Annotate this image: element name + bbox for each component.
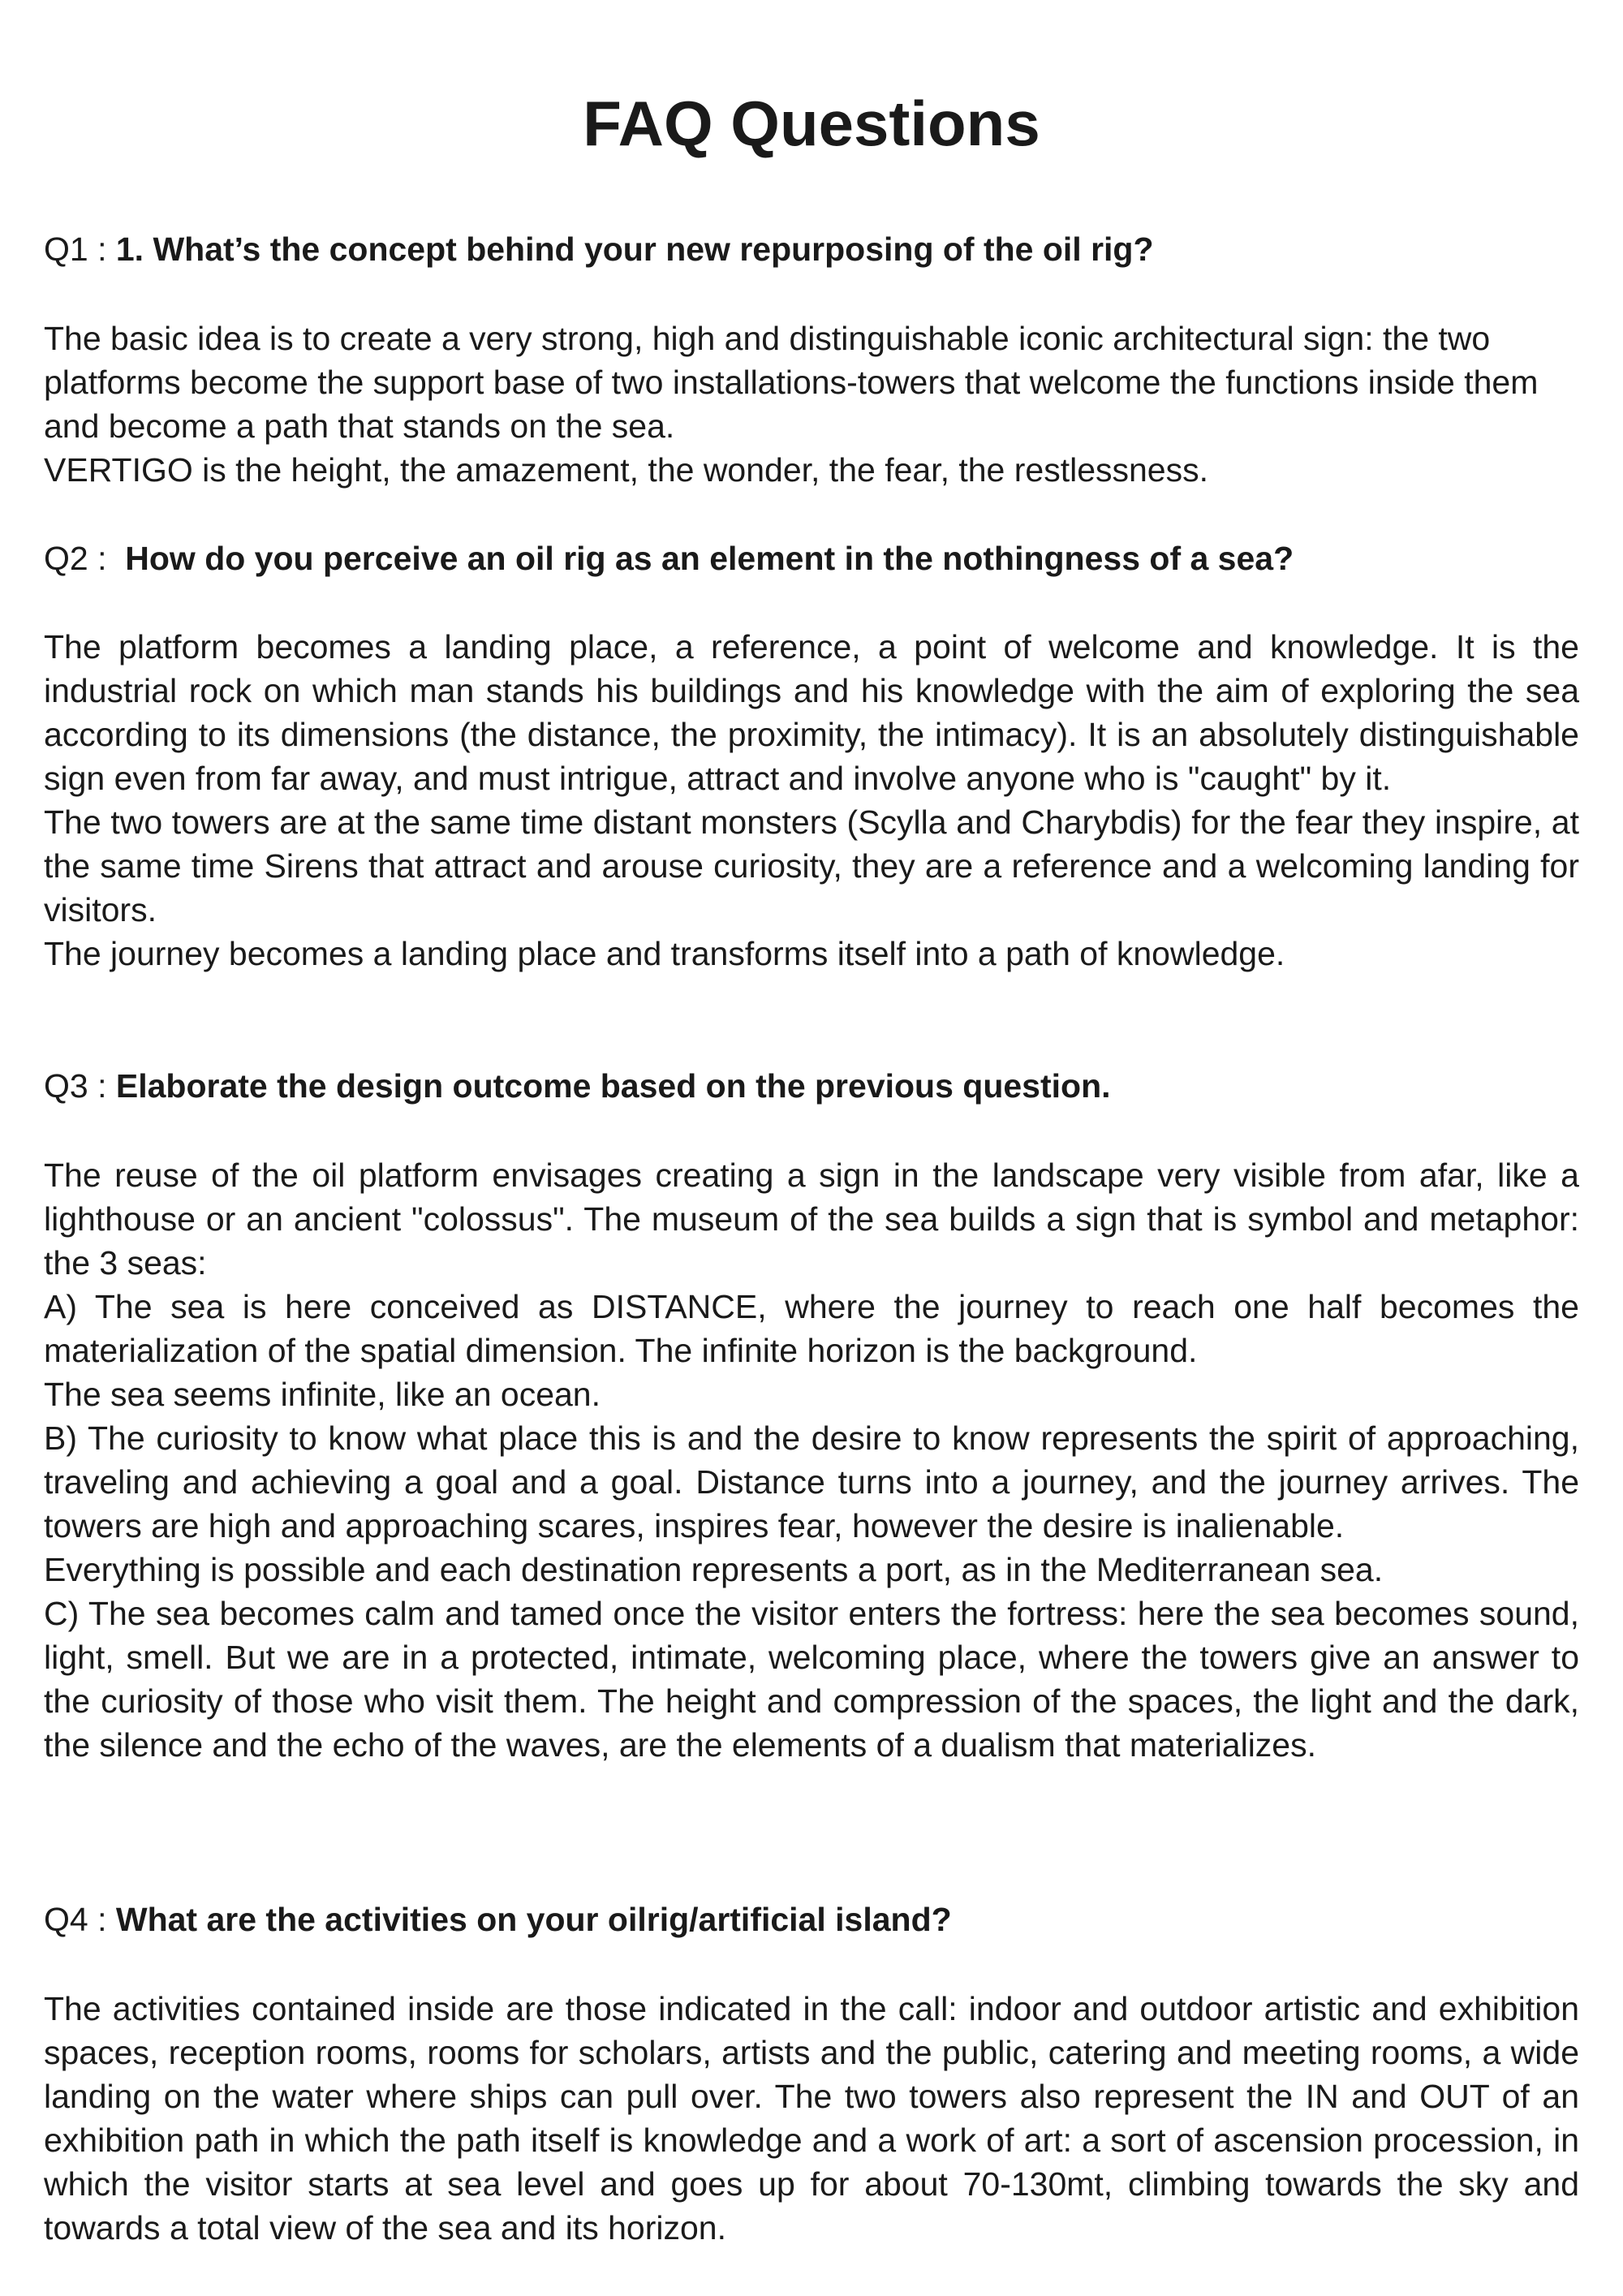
question-label: Q1 : (44, 230, 116, 268)
faq-question-2 (44, 536, 1579, 580)
answer-paragraph: The platform becomes a landing place, a reference, a point of welcome and knowledge. It is the industrial rock on which man stands his buildings and his knowledge with the aim of exploring the sea according to its dimensions (the distance, the proximity, the intimacy). It is an absolutely distinguishable sign even from far away, and must intrigue, attract and involve anyone who is "caught" by it. (44, 628, 1579, 797)
page-title: FAQ Questions (583, 88, 1040, 159)
question-label: Q3 : (44, 1067, 116, 1105)
answer-paragraph: VERTIGO is the height, the amazement, the wonder, the fear, the restlessness. (44, 451, 1208, 489)
answer-paragraph: B) The curiosity to know what place this is and the desire to know represents the spirit of approaching, traveling and achieving a goal and a goal. Distance turns into a journey, and the journey arrives. The towers are high and approaching scares, inspires fear, however the desire is inalienable. (44, 1419, 1579, 1544)
faq-question-1 (44, 227, 1579, 271)
answer-paragraph: A) The sea is here conceived as DISTANCE, where the journey to reach one half becomes the materialization of the spatial dimension. The infinite horizon is the background. (44, 1288, 1579, 1369)
faq-answer-3 (44, 1153, 1579, 1767)
question-text: What are the activities on your oilrig/artificial island? (115, 1901, 952, 1938)
answer-paragraph: Everything is possible and each destination represents a port, as in the Mediterranean sea. (44, 1551, 1384, 1588)
answer-paragraph: The sea seems infinite, like an ocean. (44, 1376, 601, 1413)
question-text: Elaborate the design outcome based on the previous question. (115, 1067, 1111, 1105)
question-text: How do you perceive an oil rig as an element in the nothingness of a sea? (125, 540, 1294, 577)
answer-paragraph: The reuse of the oil platform envisages creating a sign in the landscape very visible from afar, like a lighthouse or an ancient "colossus". The museum of the sea builds a sign that is symbol and metaphor: the 3 seas: (44, 1157, 1579, 1282)
question-text: 1. What’s the concept behind your new repurposing of the oil rig? (115, 230, 1154, 268)
answer-paragraph: The journey becomes a landing place and transforms itself into a path of knowledge. (44, 935, 1285, 972)
answer-paragraph: The activities contained inside are those indicated in the call: indoor and outdoor artistic and exhibition spaces, reception rooms, rooms for scholars, artists and the public, catering and meeting rooms, a wide landing on the water where ships can pull over. The two towers also represent the IN and OUT of an exhibition path in which the path itself is knowledge and a work of art: a sort of ascension procession, in which the visitor starts at sea level and goes up for about 70-130mt, climbing towards the sky and towards a total view of the sea and its horizon. (44, 1990, 1579, 2246)
answer-paragraph: The basic idea is to create a very strong, high and distinguishable iconic architectural sign: the two platforms become the support base of two installations-towers that welcome the functions inside them and become a path that stands on the sea. (44, 320, 1539, 445)
faq-question-3 (44, 1064, 1579, 1108)
faq-answer-1 (44, 317, 1579, 492)
answer-paragraph: The two towers are at the same time distant monsters (Scylla and Charybdis) for the fear they inspire, at the same time Sirens that attract and arouse curiosity, they are a reference and a welcoming landing for visitors. (44, 803, 1579, 928)
answer-paragraph: C) The sea becomes calm and tamed once the visitor enters the fortress: here the sea becomes sound, light, smell. But we are in a protected, intimate, welcoming place, where the towers give an answer to the curiosity of those who visit them. The height and compression of the spaces, the light and the dark, the silence and the echo of the waves, are the elements of a dualism that materializes. (44, 1595, 1579, 1764)
question-label: Q2 : (44, 540, 126, 577)
faq-question-4 (44, 1898, 1579, 1941)
question-label: Q4 : (44, 1901, 116, 1938)
faq-answer-4 (44, 1987, 1579, 2250)
faq-answer-2 (44, 625, 1579, 976)
